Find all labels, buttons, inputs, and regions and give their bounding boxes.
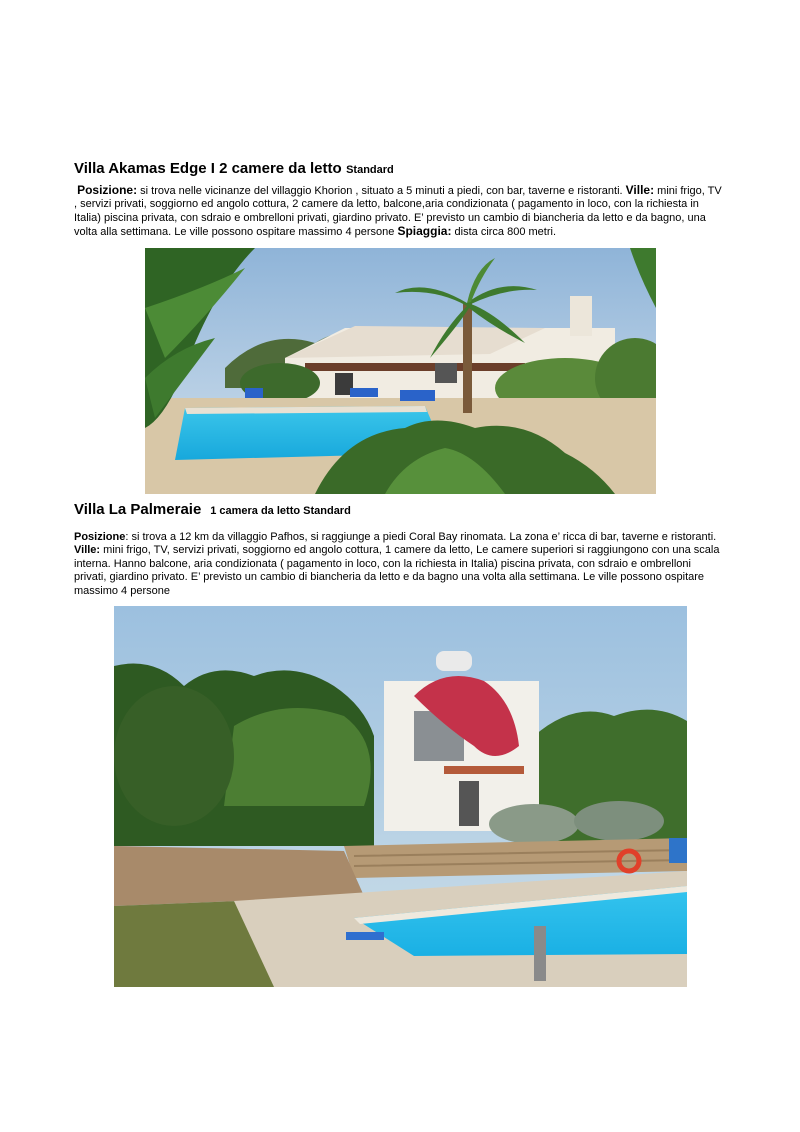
villa2-description — [74, 531, 726, 598]
villa2-category: 1 camera da letto Standard — [210, 505, 351, 517]
villa2-heading — [74, 501, 726, 519]
villa1-posizione-text: si trova nelle vicinanze del villaggio Khorion , situato a 5 minuti a piedi, con bar, taverne e ristoranti. — [137, 185, 626, 197]
villa1-ville-label: Ville: — [625, 183, 655, 197]
villa2-section — [74, 501, 726, 598]
villa2-posizione-label: Posizione — [74, 531, 126, 543]
villa2-ville-label: Ville: — [74, 544, 101, 557]
villa1-spiaggia-text: dista circa 800 metri. — [451, 226, 557, 239]
villa2-posizione-text: : si trova a 12 km da villaggio Pafhos, si raggiunge a piedi Coral Bay rinomata. La zona e’ ricca di bar, taverne e ristoranti. — [125, 531, 717, 543]
villa1-ville-text: mini frigo, TV , servizi privati, soggiorno ed angolo cottura, 2 camere da letto, balcone,aria condizionata ( pagamento in loco, con la richiesta in Italia) piscina privata, con sdraio e ombrelloni privati, giardino privato. E’ previsto un cambio di biancheria da letto e da bagno, una volta alla settimana. Le ville possono ospitare massimo 4 persone — [74, 185, 722, 239]
villa1-category: Standard — [346, 164, 394, 176]
villa1-photo — [145, 248, 656, 494]
villa2-title: Villa La Palmeraie — [74, 501, 202, 518]
villa1-section — [74, 160, 726, 240]
villa1-spiaggia-label: Spiaggia: — [397, 224, 452, 239]
villa1-title: Villa Akamas Edge I 2 camere da letto — [74, 160, 342, 177]
villa1-heading — [74, 160, 726, 178]
villa1-posizione-label: Posizione: — [77, 183, 138, 197]
villa2-ville-text: mini frigo, TV, servizi privati, soggiorno ed angolo cottura, 1 camere da letto, Le camere superiori si raggiungono con una scala interna. Hanno balcone, aria condizionata ( pagamento in loco, con la richiesta in Italia) piscina privata, con sdraio e ombrelloni privati, giardino privato. E’ previsto un cambio di biancheria da letto e da bagno una volta alla settimana. Le ville possono ospitare massimo 4 persone — [74, 544, 720, 597]
villa1-description — [74, 184, 726, 240]
villa2-photo — [114, 606, 687, 987]
